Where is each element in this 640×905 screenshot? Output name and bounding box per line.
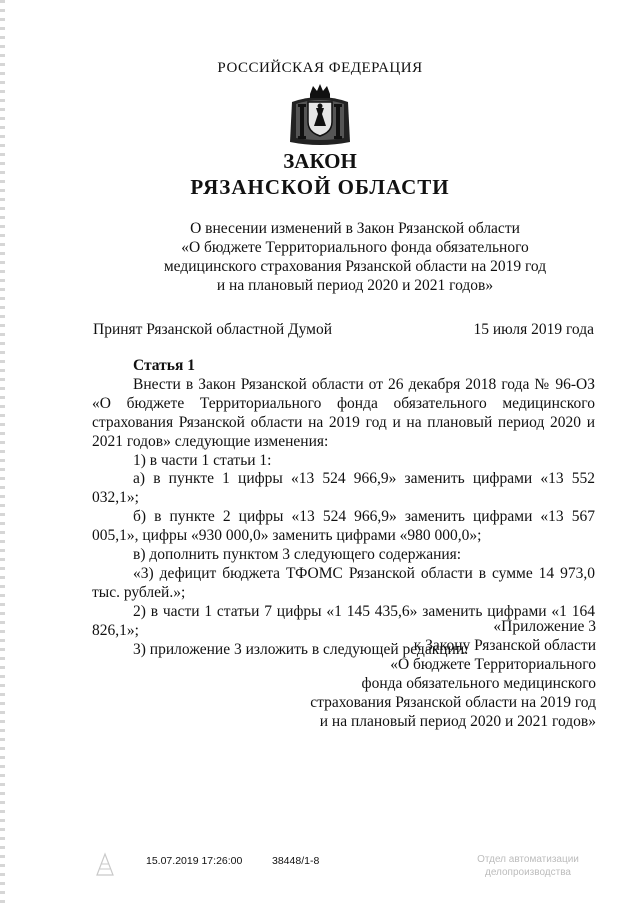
appendix-line: «Приложение 3 (493, 618, 596, 635)
appendix-line: фонда обязательного медицинского (361, 675, 596, 692)
article-paragraph: Внести в Закон Рязанской области от 26 декабря 2018 года № 96-ОЗ «О бюджете Территориального фонда обязательного медицинского страхования Рязанской области на 2019 год и на плановый период 2020 и 2021 годов» следующие изменения: (92, 375, 595, 450)
appendix-line: «О бюджете Территориального (390, 656, 596, 673)
ryazan-coat-of-arms-icon (286, 82, 354, 148)
appendix-heading (266, 617, 596, 731)
article-paragraph: а) в пункте 1 цифры «13 524 966,9» заменить цифрами «13 552 032,1»; (92, 470, 595, 507)
law-subject (0, 219, 640, 295)
article-paragraph: б) в пункте 2 цифры «13 524 966,9» заменить цифрами «13 567 005,1», цифры «930 000,0» заменить цифрами «980 000,0»; (92, 508, 595, 545)
article-paragraph: «3) дефицит бюджета ТФОМС Рязанской области в сумме 14 973,0 тыс. рублей.»; (92, 564, 595, 601)
country-heading: РОССИЙСКАЯ ФЕДЕРАЦИЯ (217, 60, 423, 76)
registration-footer (0, 855, 640, 885)
article-body (92, 357, 595, 660)
appendix-line: страхования Рязанской области на 2019 год (310, 694, 596, 711)
scan-edge (0, 0, 5, 905)
article-paragraph: 2) в части 1 статьи 7 цифры «1 145 435,6» заменить цифрами «1 164 826,1»; (92, 602, 595, 639)
article-paragraph: 3) приложение 3 изложить в следующей редакции: (133, 640, 469, 658)
subject-line: О внесении изменений в Закон Рязанской области (190, 220, 520, 237)
faded-stamp-line: Отдел автоматизации (477, 854, 579, 865)
appendix-line: и на плановый период 2020 и 2021 годов» (319, 713, 596, 730)
faded-stamp-line: делопроизводства (484, 867, 571, 878)
registry-stamp-icon (94, 851, 116, 877)
faded-stamp (448, 853, 608, 879)
law-title (0, 148, 640, 200)
adopted-by: Принят Рязанской областной Думой (93, 321, 333, 338)
subject-line: «О бюджете Территориального фонда обязательного (181, 239, 529, 256)
registration-number: 38448/1-8 (272, 855, 320, 867)
appendix-line: к Закону Рязанской области (413, 637, 596, 654)
law-title-line: РЯЗАНСКОЙ ОБЛАСТИ (190, 175, 450, 199)
adopted-date: 15 июля 2019 года (473, 321, 594, 338)
article-title: Статья 1 (133, 357, 195, 374)
subject-line: и на плановый период 2020 и 2021 годов» (216, 277, 494, 294)
subject-line: медицинского страхования Рязанской области на 2019 год (163, 258, 547, 275)
law-title-line: ЗАКОН (283, 149, 357, 173)
article-paragraph: 1) в части 1 статьи 1: (133, 451, 272, 469)
registration-datetime: 15.07.2019 17:26:00 (146, 855, 243, 867)
article-paragraph: в) дополнить пунктом 3 следующего содержания: (133, 546, 462, 564)
